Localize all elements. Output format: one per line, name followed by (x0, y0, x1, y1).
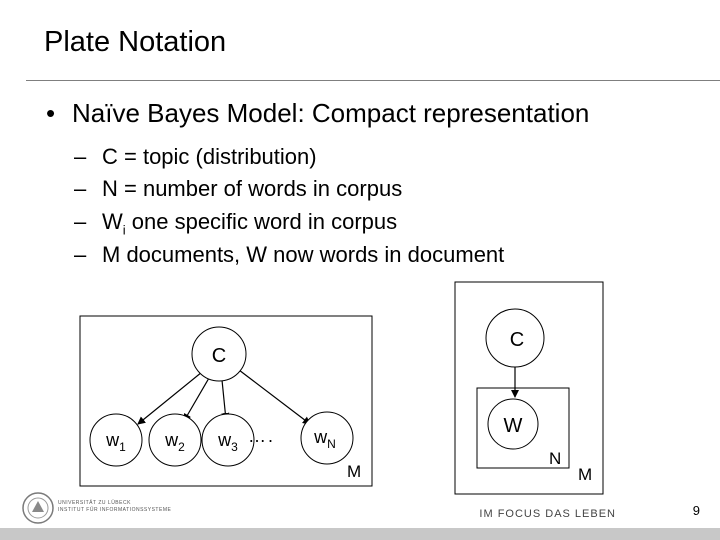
outer-plate-label: M (578, 465, 593, 484)
inner-plate-label: N (549, 449, 562, 468)
edge-c-wn (239, 370, 310, 424)
sub-item-number-words: – N = number of words in corpus (74, 176, 403, 201)
sub-item-text: M documents, W now words in document (102, 242, 505, 267)
page-number: 9 (692, 503, 700, 518)
node-c-right-label: C (509, 329, 525, 351)
sub-item-documents: – M documents, W now words in document (74, 242, 505, 267)
node-w2-label: $w_2$ (165, 430, 185, 454)
sub-item-topic: – C = topic (distribution) (74, 144, 317, 169)
node-c-left-label: C (211, 345, 227, 367)
main-bullet-text: Naïve Bayes Model: Compact representation (72, 98, 590, 128)
sub-item-specific-word: – $W_i$ one specific word in corpus (74, 209, 398, 238)
footer-tagline: IM FOCUS DAS LEBEN (479, 508, 616, 520)
left-diagram (80, 316, 372, 486)
slide-title: Plate Notation (44, 26, 227, 58)
node-w-label: W (503, 415, 523, 437)
sub-item-text: $W_i$ one specific word in corpus (102, 209, 398, 238)
node-wn-label: $w_N$ (314, 427, 336, 451)
right-diagram (455, 282, 603, 494)
node-w1-label: $w_1$ (106, 430, 126, 454)
ellipsis: …. (248, 426, 276, 446)
university-wordmark: UNIVERSITÄT ZU LÜBECK INSTITUT FÜR INFORMATIONSSYSTEME (58, 500, 172, 513)
sub-item-text: C = topic (distribution) (102, 144, 317, 169)
footer-bar (0, 528, 720, 540)
edge-c-w2 (184, 378, 209, 421)
sub-item-text: N = number of words in corpus (102, 176, 403, 201)
bullet-dot: • (46, 98, 56, 128)
university-seal-logo (23, 493, 53, 523)
left-plate-label: M (347, 462, 362, 481)
node-w3-label: $w_3$ (218, 430, 238, 454)
